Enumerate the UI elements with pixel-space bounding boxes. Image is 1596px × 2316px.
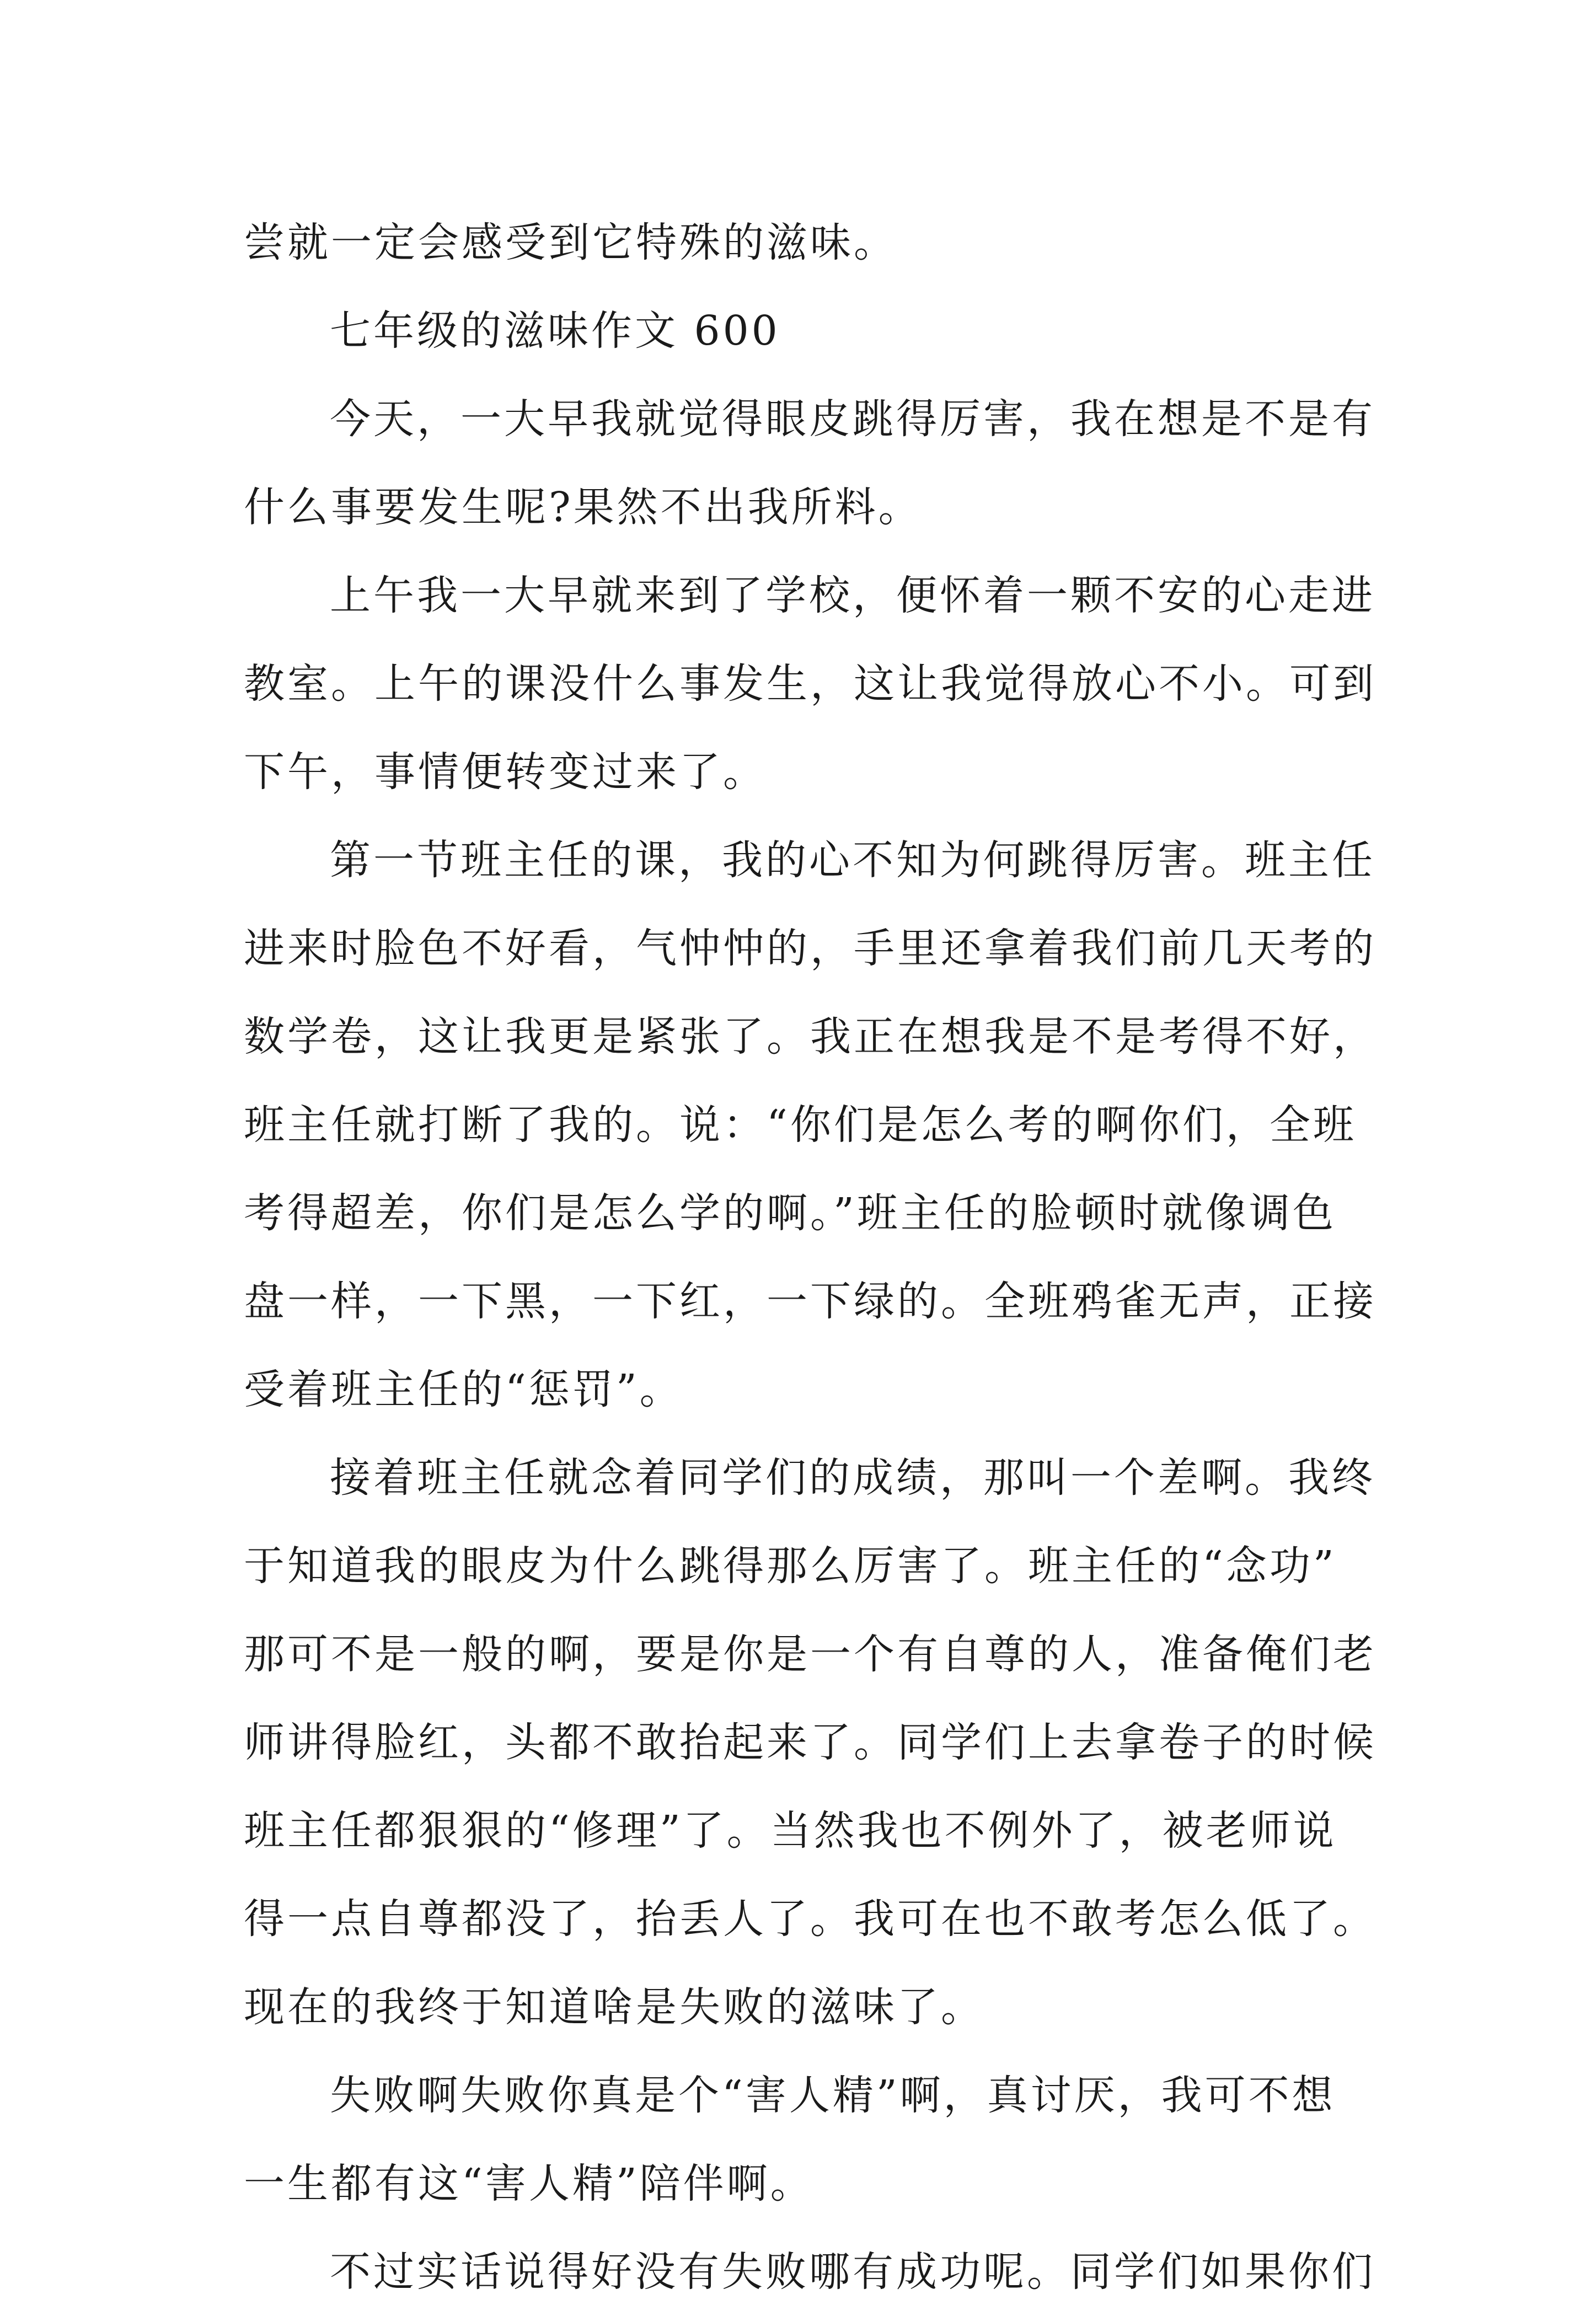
text-line: 尝就一定会感受到它特殊的滋味。 [244, 219, 897, 266]
text-line: 教室。上午的课没什么事发生，这让我觉得放心不小。可到 [244, 660, 1377, 707]
text-line: 现在的我终于知道啥是失败的滋味了。 [244, 1983, 984, 2031]
essay-body [244, 199, 1377, 2316]
text-line: 今天，一大早我就觉得眼皮跳得厉害，我在想是不是有 [330, 395, 1375, 443]
text-line: 于知道我的眼皮为什么跳得那么厉害了。班主任的“念功” [244, 1542, 1337, 1590]
text-line: 一生都有这“害人精”陪伴啊。 [244, 2160, 814, 2207]
text-line: 第一节班主任的课，我的心不知为何跳得厉害。班主任 [330, 837, 1375, 884]
text-line: 班主任都狠狠的“修理”了。当然我也不例外了，被老师说 [244, 1807, 1337, 1854]
text-line: 那可不是一般的啊，要是你是一个有自尊的人，准备俺们老 [244, 1631, 1377, 1678]
text-line: 数学卷，这让我更是紧张了。我正在想我是不是考得不好， [244, 1013, 1377, 1060]
text-line: 得一点自尊都没了，抬丢人了。我可在也不敢考怎么低了。 [244, 1895, 1377, 1943]
text-line: 考得超差，你们是怎么学的啊。”班主任的脸顿时就像调色 [244, 1189, 1336, 1237]
text-line: 接着班主任就念着同学们的成绩，那叫一个差啊。我终 [330, 1454, 1375, 1502]
text-line: 七年级的滋味作文 600 [330, 307, 780, 355]
text-line: 盘一样，一下黑，一下红，一下绿的。全班鸦雀无声，正接 [244, 1278, 1377, 1325]
text-line: 不过实话说得好没有失败哪有成功呢。同学们如果你们 [330, 2248, 1375, 2296]
text-line: 失败啊失败你真是个“害人精”啊，真讨厌，我可不想 [330, 2072, 1336, 2119]
text-line: 下午，事情便转变过来了。 [244, 748, 767, 796]
text-line: 班主任就打断了我的。说：“你们是怎么考的啊你们，全班 [244, 1101, 1357, 1149]
text-line: 受着班主任的“惩罚”。 [244, 1366, 683, 1413]
text-line: 上午我一大早就来到了学校，便怀着一颗不安的心走进 [330, 572, 1375, 619]
text-line: 什么事要发生呢?果然不出我所料。 [244, 484, 922, 531]
text-line: 进来时脸色不好看，气忡忡的，手里还拿着我们前几天考的 [244, 925, 1377, 972]
text-line: 师讲得脸红，头都不敢抬起来了。同学们上去拿卷子的时候 [244, 1719, 1377, 1766]
